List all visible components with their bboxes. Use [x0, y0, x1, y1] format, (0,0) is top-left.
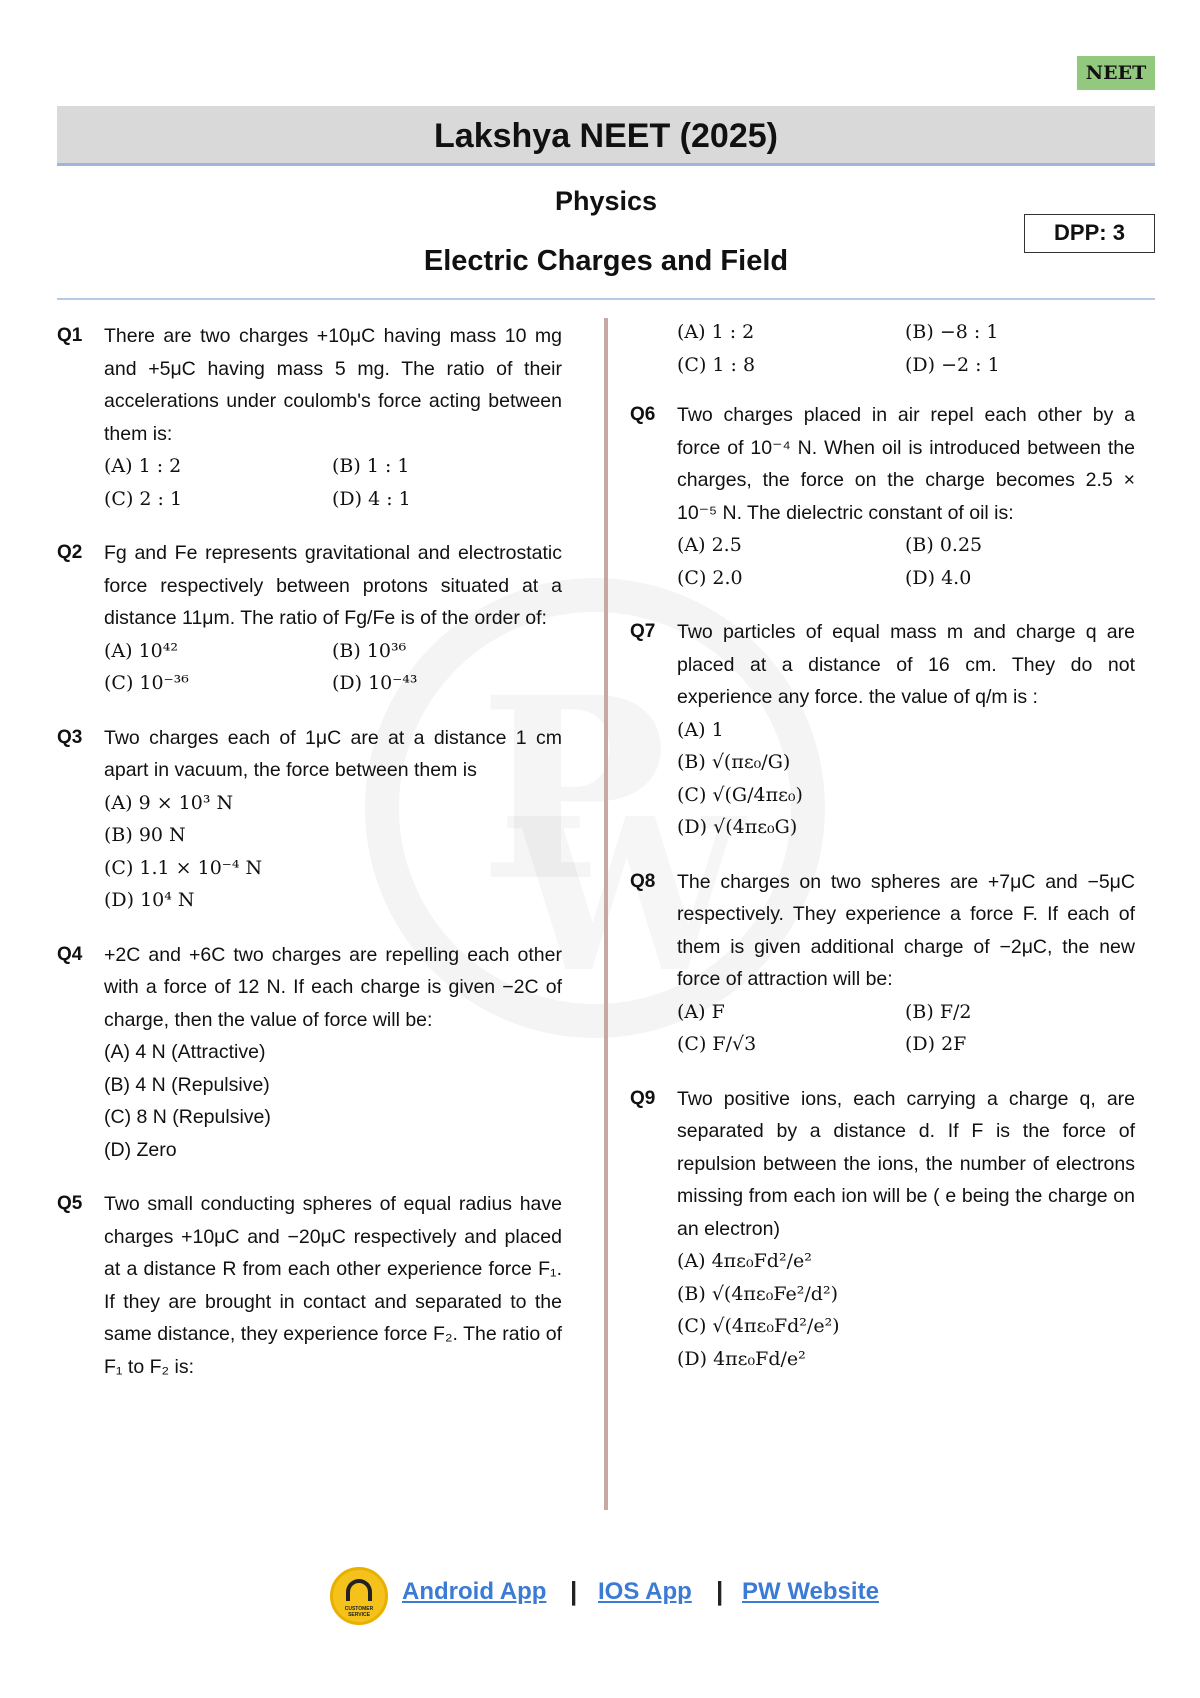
option-c[interactable]: (C) 2 : 1: [104, 487, 183, 510]
headset-icon: [346, 1579, 372, 1601]
options: [104, 450, 562, 515]
question-text: Two charges placed in air repel each other by a force of 10⁻⁴ N. When oil is introduced between the charges, the force on the charge becomes 2.5 × 10⁻⁵ N. The dielectric constant of oil is:: [677, 404, 1135, 524]
question-number: Q4: [57, 943, 83, 965]
chapter-heading: Electric Charges and Field: [423, 245, 789, 277]
question-number: Q2: [57, 542, 83, 563]
option-a[interactable]: (A) 2.5: [677, 534, 742, 556]
question-text: Two particles of equal mass m and charge q are placed at a distance of 16 cm. They do not experience any force. the value of q/m is :: [677, 621, 1135, 708]
header-divider: [57, 298, 1155, 300]
question-7: [630, 616, 1135, 844]
option-b[interactable]: (B) √(4πε₀Fe²/d²): [677, 1282, 838, 1305]
option-b[interactable]: (B) 10³⁶: [332, 639, 407, 662]
question-text: Fg and Fe represents gravitational and electrostatic force respectively between protons situated at a distance 11μm. The ratio of Fg/Fe is of the order of:: [104, 542, 562, 629]
option-b[interactable]: (B) 4 N (Repulsive): [104, 1073, 270, 1096]
question-number: Q8: [630, 870, 656, 892]
question-number: Q1: [57, 325, 83, 346]
question-text: There are two charges +10μC having mass 10 mg and +5μC having mass 5 mg. The ratio of their accelerations under coulomb's force acting between them is:: [104, 325, 562, 445]
question-1: [57, 320, 562, 515]
option-c[interactable]: (C) √(G/4πε₀): [677, 783, 803, 806]
question-text: Two charges each of 1μC are at a distance 1 cm apart in vacuum, the force between them is: [104, 726, 562, 781]
option-d[interactable]: (D) Zero: [104, 1138, 177, 1161]
options: [104, 787, 562, 917]
question-text: Two positive ions, each carrying a charge q, are separated by a distance d. If F is the force of repulsion between the ions, the number of electrons missing from each ion will be ( e being the charge on an electron): [677, 1087, 1135, 1240]
option-d[interactable]: (D) 10⁴ N: [104, 889, 195, 911]
question-number: Q6: [630, 404, 656, 425]
column-divider: [604, 318, 608, 1510]
customer-service-logo[interactable]: [330, 1567, 388, 1625]
option-c[interactable]: (C) 2.0: [677, 566, 743, 589]
subject-heading: Physics: [554, 186, 658, 216]
option-b[interactable]: (B) 1 : 1: [332, 455, 410, 477]
question-8: [630, 866, 1135, 1061]
question-number: Q7: [630, 621, 656, 642]
question-2: [57, 537, 562, 700]
question-5: [57, 1188, 562, 1383]
option-d[interactable]: (D) 4πε₀Fd/e²: [677, 1347, 806, 1370]
option-a[interactable]: (A) 4πε₀Fd²/e²: [677, 1250, 812, 1272]
neet-badge: NEET: [1077, 56, 1155, 90]
options: [677, 714, 1135, 844]
option-b[interactable]: (B) −8 : 1: [905, 321, 999, 343]
question-text: The charges on two spheres are +7μC and −5μC respectively. They experience a force F. If each of them is given additional charge of −2μC, the new force of attraction will be:: [677, 870, 1135, 990]
option-a[interactable]: (A) 1 : 2: [677, 321, 755, 343]
pw-website-link[interactable]: PW Website: [742, 1578, 879, 1605]
question-4: [57, 939, 562, 1167]
option-c[interactable]: (C) 1.1 × 10⁻⁴ N: [104, 856, 263, 879]
option-d[interactable]: (D) 10⁻⁴³: [332, 672, 418, 694]
option-d[interactable]: (D) 2F: [905, 1033, 967, 1055]
question-6: [630, 399, 1135, 594]
ios-app-link[interactable]: IOS App: [598, 1578, 692, 1605]
option-d[interactable]: (D) −2 : 1: [905, 353, 1000, 376]
option-c[interactable]: (C) √(4πε₀Fd²/e²): [677, 1315, 840, 1337]
option-a[interactable]: (A) 4 N (Attractive): [104, 1041, 266, 1063]
android-app-link[interactable]: Android App: [402, 1578, 547, 1605]
option-c[interactable]: (C) 10⁻³⁶: [104, 672, 189, 694]
options: [104, 1036, 562, 1166]
page-title: Lakshya NEET (2025): [57, 106, 1155, 166]
option-a[interactable]: (A) 1: [677, 718, 724, 741]
dpp-label: DPP: 3: [1024, 214, 1155, 253]
option-d[interactable]: (D) √(4πε₀G): [677, 816, 798, 838]
question-number: Q3: [57, 726, 83, 748]
options: [677, 529, 1135, 594]
question-text: +2C and +6C two charges are repelling each other with a force of 12 N. If each charge is given −2C of charge, then the value of force will be:: [104, 943, 562, 1031]
footer-separator: |: [716, 1576, 724, 1606]
option-c[interactable]: (C) F/√3: [677, 1033, 757, 1055]
option-a[interactable]: (A) 9 × 10³ N: [104, 791, 234, 814]
option-a[interactable]: (A) 1 : 2: [104, 455, 182, 477]
option-d[interactable]: (D) 4 : 1: [332, 487, 411, 510]
options: [677, 1245, 1135, 1375]
footer-separator: |: [570, 1576, 578, 1606]
question-3: [57, 722, 562, 917]
option-c[interactable]: (C) 1 : 8: [677, 353, 756, 376]
right-column: [630, 316, 1135, 1397]
logo-caption: CUSTOMER SERVICE: [344, 1606, 374, 1618]
question-number: Q5: [57, 1193, 83, 1214]
question-5-options: [630, 316, 1135, 381]
question-text: Two small conducting spheres of equal radius have charges +10μC and −20μC respectively and placed at a distance R from each other experience force F₁. If they are brought in contact and separated to the same distance, they experience force F₂. The ratio of F₁ to F₂ is:: [104, 1193, 562, 1378]
question-9: [630, 1083, 1135, 1376]
question-number: Q9: [630, 1087, 656, 1109]
option-b[interactable]: (B) 90 N: [104, 824, 186, 846]
options: [677, 996, 1135, 1061]
options: [104, 635, 562, 700]
option-c[interactable]: (C) 8 N (Repulsive): [104, 1106, 271, 1128]
left-column: [57, 320, 562, 1405]
option-b[interactable]: (B) √(πε₀/G): [677, 751, 791, 773]
option-a[interactable]: (A) F: [677, 1000, 725, 1023]
option-d[interactable]: (D) 4.0: [905, 566, 972, 589]
option-b[interactable]: (B) F/2: [905, 1000, 972, 1023]
option-a[interactable]: (A) 10⁴²: [104, 639, 178, 662]
option-b[interactable]: (B) 0.25: [905, 534, 983, 556]
